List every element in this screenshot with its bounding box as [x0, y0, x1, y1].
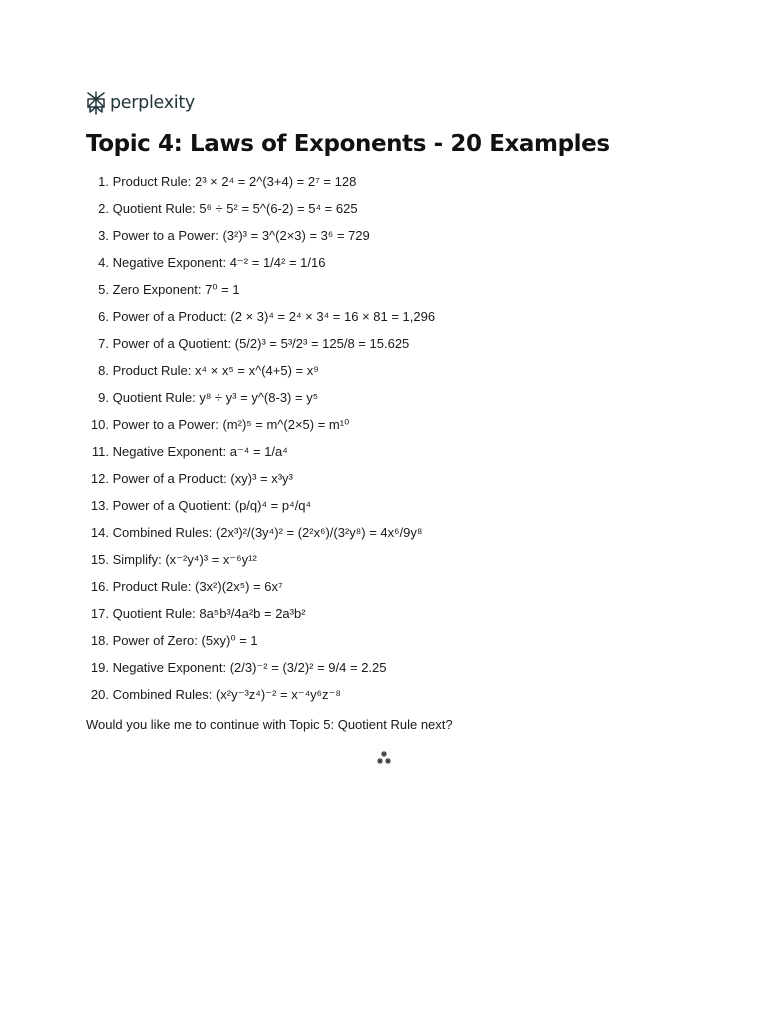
example-text: Quotient Rule: y⁸ ÷ y³ = y^(8-3) = y⁵: [112, 390, 319, 405]
example-text: Power to a Power: (m²)⁵ = m^(2×5) = m¹⁰: [112, 417, 350, 432]
example-item: [86, 357, 435, 384]
example-text: Power of a Product: (2 × 3)⁴ = 2⁴ × 3⁴ = 16 × 81 = 1,296: [112, 309, 436, 324]
example-number: 16 .: [86, 573, 109, 600]
example-item: [86, 438, 435, 465]
example-text: Power of a Quotient: (5/2)³ = 5³/2³ = 125/8 = 15.625: [112, 336, 410, 351]
example-number: 14 .: [86, 519, 109, 546]
example-number: 2 .: [86, 195, 109, 222]
perplexity-logo-icon: [86, 91, 106, 115]
example-number: 1 .: [86, 168, 109, 195]
example-text: Negative Exponent: 4⁻² = 1/4² = 1/16: [112, 255, 326, 270]
example-text: Product Rule: x⁴ × x⁵ = x^(4+5) = x⁹: [112, 363, 319, 378]
example-item: [86, 600, 435, 627]
example-number: 3 .: [86, 222, 109, 249]
example-number: 11 .: [86, 438, 109, 465]
example-number: 8 .: [86, 357, 109, 384]
example-text: Power of a Product: (xy)³ = x³y³: [112, 471, 293, 486]
example-item: [86, 492, 435, 519]
brand-wordmark: perplexity: [110, 93, 195, 113]
example-text: Quotient Rule: 8a⁵b³/4a²b = 2a³b²: [112, 606, 306, 621]
example-item: [86, 411, 435, 438]
example-text: Power of a Quotient: (p/q)⁴ = p⁴/q⁴: [112, 498, 312, 513]
example-item: [86, 654, 435, 681]
example-text: Product Rule: 2³ × 2⁴ = 2^(3+4) = 2⁷ = 128: [112, 174, 357, 189]
example-item: [86, 303, 435, 330]
example-text: Power of Zero: (5xy)⁰ = 1: [112, 633, 258, 648]
example-text: Power to a Power: (3²)³ = 3^(2×3) = 3⁶ = 729: [112, 228, 370, 243]
example-item: [86, 168, 435, 195]
example-item: [86, 546, 435, 573]
example-item: [86, 465, 435, 492]
example-text: Combined Rules: (2x³)²/(3y⁴)² = (2²x⁶)/(3²y⁸) = 4x⁶/9y⁸: [112, 525, 423, 540]
example-text: Product Rule: (3x²)(2x⁵) = 6x⁷: [112, 579, 283, 594]
page-title: Topic 4: Laws of Exponents - 20 Examples: [86, 131, 610, 157]
example-item: [86, 384, 435, 411]
example-number: 4 .: [86, 249, 109, 276]
example-text: Negative Exponent: a⁻⁴ = 1/a⁴: [112, 444, 288, 459]
example-text: Quotient Rule: 5⁶ ÷ 5² = 5^(6-2) = 5⁴ = 625: [112, 201, 358, 216]
example-item: [86, 519, 435, 546]
example-number: 15 .: [86, 546, 109, 573]
example-item: [86, 249, 435, 276]
example-number: 7 .: [86, 330, 109, 357]
example-item: [86, 627, 435, 654]
example-number: 13 .: [86, 492, 109, 519]
example-text: Combined Rules: (x²y⁻³z⁴)⁻² = x⁻⁴y⁶z⁻⁸: [112, 687, 341, 702]
example-number: 17 .: [86, 600, 109, 627]
example-text: Simplify: (x⁻²y⁴)³ = x⁻⁶y¹²: [112, 552, 257, 567]
example-text: Negative Exponent: (2/3)⁻² = (3/2)² = 9/4 = 2.25: [112, 660, 387, 675]
example-number: 20 .: [86, 681, 109, 708]
closing-question: Would you like me to continue with Topic 5: Quotient Rule next?: [86, 717, 453, 732]
example-number: 12 .: [86, 465, 109, 492]
example-number: 6 .: [86, 303, 109, 330]
examples-list: [86, 168, 435, 708]
brand-header: [86, 90, 195, 116]
example-item: [86, 276, 435, 303]
example-number: 18 .: [86, 627, 109, 654]
example-item: [86, 222, 435, 249]
example-item: [86, 681, 435, 708]
example-item: [86, 195, 435, 222]
asterism-icon: [376, 750, 392, 766]
example-item: [86, 330, 435, 357]
example-item: [86, 573, 435, 600]
example-number: 9 .: [86, 384, 109, 411]
example-number: 19 .: [86, 654, 109, 681]
example-number: 5 .: [86, 276, 109, 303]
example-number: 10 .: [86, 411, 109, 438]
example-text: Zero Exponent: 7⁰ = 1: [112, 282, 240, 297]
